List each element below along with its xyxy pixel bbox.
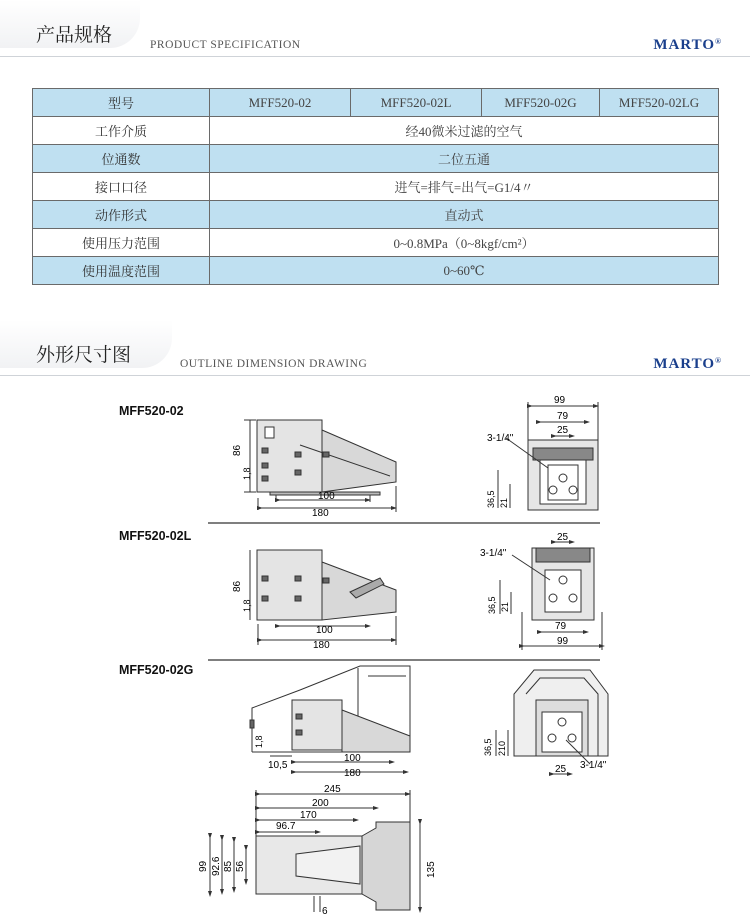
dim-label: 85: [223, 860, 234, 872]
dim-label: 3-1/4": [580, 760, 607, 771]
model-cell: MFF520-02: [210, 89, 351, 117]
d3-front-view: [496, 670, 608, 774]
dim-label: 96.7: [276, 821, 296, 832]
section-title-cn: 产品规格: [36, 24, 113, 46]
dim-label: 10,5: [268, 760, 288, 771]
d2-front-view: [500, 542, 602, 650]
dim-label: 100: [318, 491, 335, 502]
dim-label: 3-1/4": [487, 433, 514, 444]
section-title-en: OUTLINE DIMENSION DRAWING: [180, 358, 368, 370]
dim-label: 79: [557, 411, 569, 422]
dim-label: 180: [344, 768, 361, 779]
dim-label: 99: [554, 395, 566, 406]
drawing-title: MFF520-02: [119, 404, 184, 418]
dim-label: 36,5: [487, 596, 497, 614]
dim-label: 25: [557, 425, 569, 436]
section-title-en: PRODUCT SPECIFICATION: [150, 39, 301, 51]
dim-label: 200: [312, 798, 329, 809]
dim-label: 99: [198, 860, 209, 872]
row-value: 进气=排气=出气=G1/4〃: [210, 173, 719, 201]
dim-label: 1,8: [254, 735, 264, 748]
dim-label: 92.6: [211, 856, 222, 876]
row-value: 直动式: [210, 201, 719, 229]
brand-logo: MARTO®: [653, 356, 722, 372]
d1-front-view: [498, 402, 598, 510]
dim-label: 1,8: [242, 599, 252, 612]
drawing-title: MFF520-02L: [119, 529, 192, 543]
section-title-cn: 外形尺寸图: [36, 344, 132, 366]
row-label: 接口口径: [33, 173, 210, 201]
model-cell: MFF520-02L: [351, 89, 482, 117]
row-label: 工作介质: [33, 117, 210, 145]
row-value: 0~60℃: [210, 257, 719, 285]
dim-label: 100: [316, 625, 333, 636]
dim-label: 86: [232, 580, 243, 592]
row-value: 经40微米过滤的空气: [210, 117, 719, 145]
dim-label: 210: [497, 740, 507, 756]
row-label: 位通数: [33, 145, 210, 173]
model-cell: MFF520-02LG: [600, 89, 719, 117]
dim-label: 21: [499, 497, 509, 508]
drawing-title: MFF520-02G: [119, 663, 194, 677]
dim-label: 36,5: [486, 490, 496, 508]
d3-side-view: [250, 666, 410, 772]
dim-label: 180: [312, 508, 329, 519]
dim-label: 180: [313, 640, 330, 651]
dim-label: 99: [557, 636, 569, 647]
dim-label: 36,5: [483, 738, 493, 756]
dim-label: 79: [555, 621, 567, 632]
dim-label: 25: [555, 764, 567, 775]
dim-label: 100: [344, 753, 361, 764]
dim-label: 1,8: [242, 467, 252, 480]
dim-label: 56: [235, 860, 246, 872]
dim-label: 25: [557, 532, 569, 543]
row-value: 二位五通: [210, 145, 719, 173]
brand-logo: MARTO®: [653, 37, 722, 53]
dim-label: 86: [232, 444, 243, 456]
dim-label: 3-1/4": [480, 548, 507, 559]
dim-label: 6: [322, 906, 328, 917]
table-header-label: 型号: [33, 89, 210, 117]
row-label: 使用温度范围: [33, 257, 210, 285]
row-value: 0~0.8MPa（0~8kgf/cm²）: [210, 229, 719, 257]
dim-label: 135: [426, 861, 437, 878]
dim-label: 170: [300, 810, 317, 821]
dim-label: 21: [500, 601, 510, 612]
row-label: 使用压力范围: [33, 229, 210, 257]
row-label: 动作形式: [33, 201, 210, 229]
model-cell: MFF520-02G: [482, 89, 600, 117]
dim-label: 245: [324, 784, 341, 795]
